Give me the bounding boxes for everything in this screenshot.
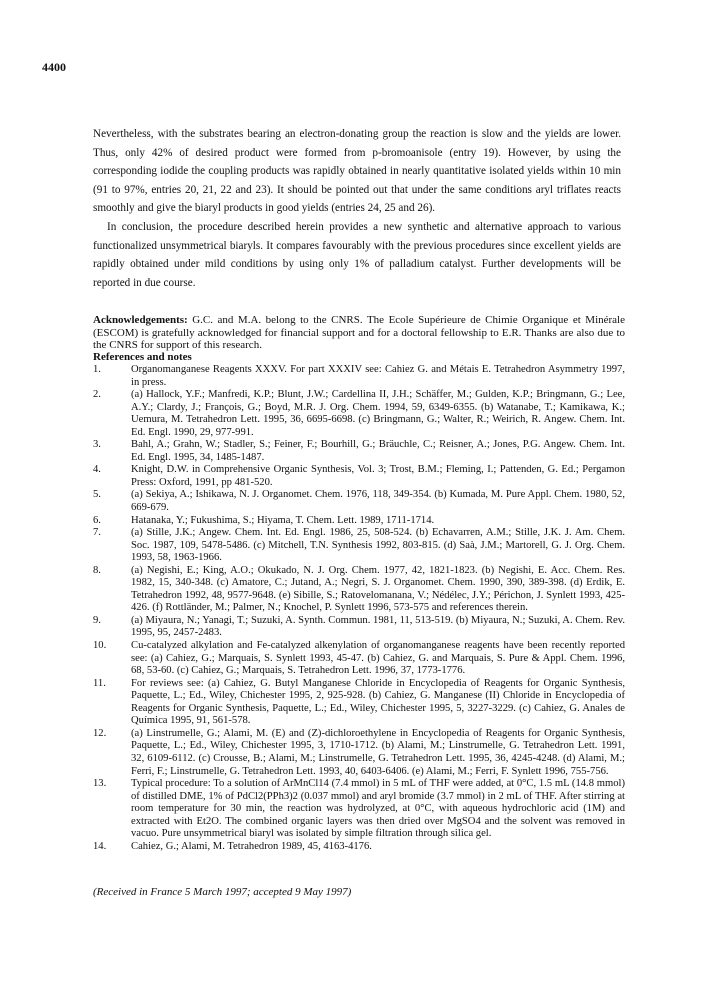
reference-item [93,364,625,389]
reference-item [93,778,625,841]
reference-number: 11. [93,677,106,689]
reference-number: 14. [93,840,107,852]
page-number: 4400 [42,60,66,74]
references-list [93,364,625,853]
reference-number: 12. [93,727,107,739]
reference-number: 5. [93,489,101,501]
reference-number: 4. [93,464,101,476]
body-paragraph-2: In conclusion, the procedure described herein provides a new synthetic and alternative approach to various functionalized unsymmetrical biaryls. It compares favourably with the previous procedures since excellent yields are rapidly obtained under mild conditions by using only 1% of palladium catalyst. Further developments will be reported in due course. [93,220,621,289]
reference-text: Hatanaka, Y.; Fukushima, S.; Hiyama, T. Chem. Lett. 1989, 1711-1714. [131,514,435,526]
reference-text: Typical procedure: To a solution of ArMnCl14 (7.4 mmol) in 5 mL of THF were added, at 0°C, 1.5 mL (14.8 mmol) of distilled DME, 1% of PdCl2(PPh3)2 (0.037 mmol) and aryl bromide (3.7 mmol) in 2 mL of THF. After stirring at room temperature for 30 min, the reaction was hydrolyzed, at 0°C, with aqueous hydrochloric acid (1M) and extracted with Et2O. The combined organic layers was then dried over MgSO4 and the solvent was removed in vacuo. Pure unsymmetrical biaryl was isolated by simple filtration through silica gel. [131,778,625,840]
reference-number: 8. [93,564,101,576]
reference-text: Bahl, A.; Grahn, W.; Stadler, S.; Feiner, F.; Bourhill, G.; Bräuchle, C.; Reisner, A.; Jones, P.G. Angew. Chem. Int. Ed. Engl. 1995, 34, 1485-1487. [131,439,625,463]
reference-item [93,728,625,778]
acknowledgements [93,314,625,352]
reference-text: For reviews see: (a) Cahiez, G. Butyl Manganese Chloride in Encyclopedia of Reagents for Organic Synthesis, Paquette, L.; Ed., Wiley, Chichester 1995, 2, 925-928. (b) Cahiez, G. Manganese (II) Chloride in Encyclopedia of Reagents for Organic Synthesis, Paquette, L.; Ed., Wiley, Chichester 1995, 5, 3227-3229. (c) Cahiez, G. Anales de Química 1995, 91, 561-578. [131,677,625,727]
received-line: (Received in France 5 March 1997; accepted 9 May 1997) [93,886,352,898]
reference-item [93,464,625,489]
reference-text: Knight, D.W. in Comprehensive Organic Synthesis, Vol. 3; Trost, B.M.; Fleming, I.; Pattenden, G. Ed.; Pergamon Press: Oxford, 1991, pp 481-520. [131,464,625,488]
reference-number: 13. [93,778,107,790]
reference-item [93,439,625,464]
reference-number: 2. [93,389,101,401]
reference-item [93,640,625,678]
reference-item [93,389,625,439]
reference-item [93,565,625,615]
references-heading: References and notes [93,351,192,363]
reference-text: Cahiez, G.; Alami, M. Tetrahedron 1989, 45, 4163-4176. [131,840,372,852]
reference-number: 10. [93,640,107,652]
reference-item [93,615,625,640]
reference-number: 1. [93,364,101,375]
reference-text: (a) Negishi, E.; King, A.O.; Okukado, N. J. Org. Chem. 1977, 42, 1821-1823. (b) Negishi, E. Acc. Chem. Res. 1982, 15, 340-348. (c) Amatore, C.; Jutand, A.; Negri, S. J. Organomet. Chem. 1990, 390, 389-398. (d) Erdik, E. Tetrahedron 1992, 48, 9577-9648. (e) Sibille, S.; Ratovelomanana, V.; Nédélec, J.Y.; Périchon, J. Synlett 1993, 425-426. (f) Rottländer, M.; Palmer, N.; Knochel, P. Synlett 1996, 573-575 and references therein. [131,564,625,614]
reference-text: (a) Stille, J.K.; Angew. Chem. Int. Ed. Engl. 1986, 25, 508-524. (b) Echavarren, A.M.; Stille, J.K. J. Am. Chem. Soc. 1987, 109, 5478-5486. (c) Mitchell, T.N. Synthesis 1992, 803-815. (d) Saà, J.M.; Martorell, G. J. Org. Chem. 1993, 58, 1963-1966. [131,527,625,564]
body-paragraph-1: Nevertheless, with the substrates bearing an electron-donating group the reaction is slow and the yields are lower. Thus, only 42% of desired product were formed from p-bromoanisole (entry 19). However, by using the corresponding iodide the coupling products was rapidly obtained in nearly quantitative isolated yields within 10 min (91 to 97%, entries 20, 21, 22 and 23). It should be pointed out that under the same conditions aryl triflates reacts smoothly and give the biaryl products in good yields (entries 24, 25 and 26). [93,128,621,215]
acknowledgements-text: G.C. and M.A. belong to the CNRS. The Ecole Supérieure de Chimie Organique et Minérale (ESCOM) is gratefully acknowledged for financial support and for a doctoral fellowship to E.R. Thanks are also due to the CNRS for support of this research. [93,314,625,352]
reference-item [93,678,625,728]
reference-number: 7. [93,527,101,539]
reference-text: (a) Linstrumelle, G.; Alami, M. (E) and (Z)-dichloroethylene in Encyclopedia of Reagents for Organic Synthesis, Paquette, L.; Ed., Wiley, Chichester 1995, 3, 1710-1712. (b) Alami, M.; Linstrumelle, G. Tetrahedron Lett. 1991, 32, 6109-6112. (c) Crousse, B.; Alami, M.; Linstrumelle, G. Tetrahedron Lett. 1995, 36, 4245-4248. (d) Alami, M.; Ferri, F.; Linstrumelle, G. Tetrahedron Lett. 1993, 40, 6403-6406. (e) Alami, M.; Ferri, F. Synlett 1996, 755-756. [131,727,625,777]
reference-number: 9. [93,614,101,626]
reference-item [93,527,625,565]
reference-item [93,515,625,528]
reference-text: (a) Sekiya, A.; Ishikawa, N. J. Organomet. Chem. 1976, 118, 349-354. (b) Kumada, M. Pure Appl. Chem. 1980, 52, 669-679. [131,489,625,514]
reference-text: Cu-catalyzed alkylation and Fe-catalyzed alkenylation of organomanganese reagents have been recently reported see: (a) Cahiez, G.; Marquais, S. Synlett 1993, 45-47. (b) Cahiez, G. and Marquais, S. Pure & Appl. Chem. 1996, 68, 53-60. (c) Cahiez, G.; Marquais, S. Tetrahedron Lett. 1996, 37, 1773-1776. [131,640,625,677]
reference-text: (a) Miyaura, N.; Yanagi, T.; Suzuki, A. Synth. Commun. 1981, 11, 513-519. (b) Miyaura, N.; Suzuki, A. Chem. Rev. 1995, 95, 2457-2483. [131,614,625,639]
reference-item [93,841,625,854]
acknowledgements-heading: Acknowledgements: [93,314,188,326]
reference-text: Organomanganese Reagents XXXV. For part XXXIV see: Cahiez G. and Métais E. Tetrahedron Asymmetry 1997, in press. [131,364,625,388]
reference-text: (a) Hallock, Y.F.; Manfredi, K.P.; Blunt, J.W.; Cardellina II, J.H.; Schäffer, M.; Gulden, K.P.; Bringmann, G.; Lee, A.Y.; Clardy, J.; François, G.; Boyd, M.R. J. Org. Chem. 1994, 59, 6349-6355. (b) Watanabe, T.; Kamikawa, K.; Uemura, M. Tetrahedron Lett. 1995, 36, 6695-6698. (c) Bringmann, G.; Walter, R.; Weirich, R. Angew. Chem. Int. Ed. Engl. 1990, 29, 977-991. [131,389,625,438]
reference-number: 6. [93,514,101,526]
body-text [93,125,621,292]
reference-number: 3. [93,439,101,451]
reference-item [93,489,625,514]
